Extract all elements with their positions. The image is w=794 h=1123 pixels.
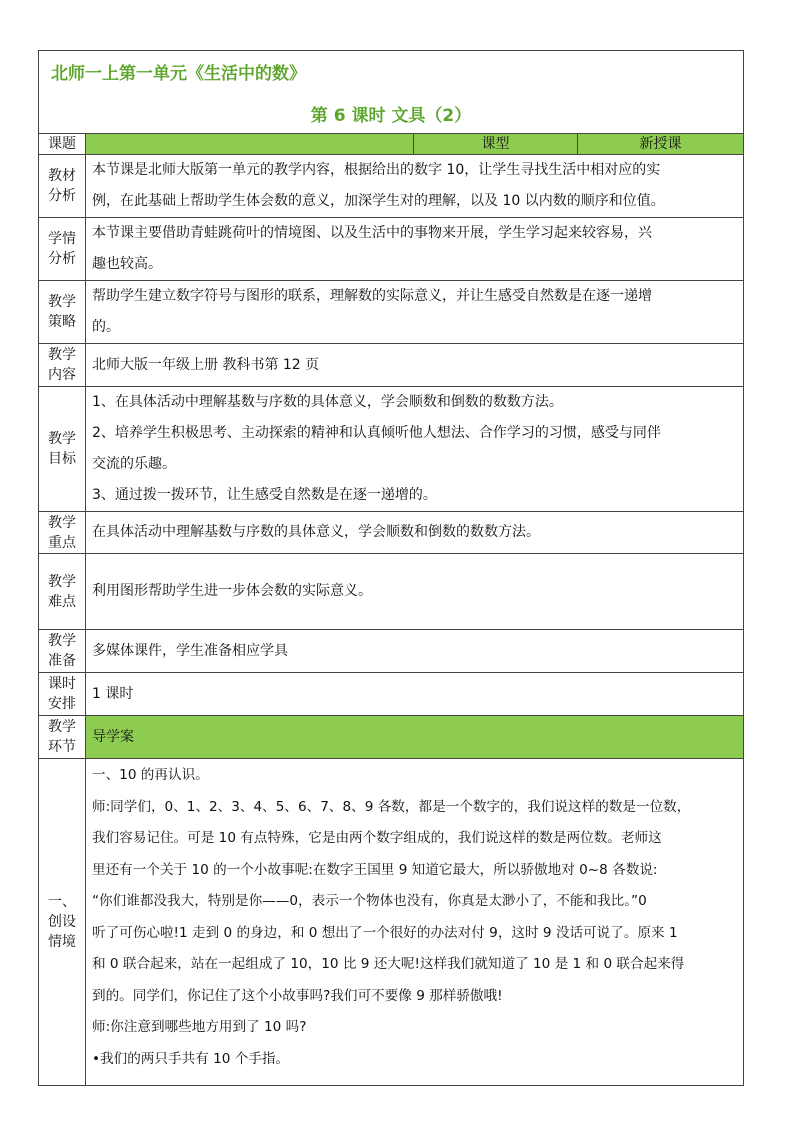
row-key-points [39, 512, 743, 554]
label-line: 教学 [48, 514, 76, 531]
row-textbook-analysis [39, 155, 743, 218]
text-line: 例，在此基础上帮助学生体会数的意义，加深学生对的理解，以及 10 以内数的顺序和位值。 [92, 193, 665, 209]
row-content [86, 716, 743, 758]
row-label [39, 344, 86, 386]
text-line: 本节课是北师大版第一单元的教学内容，根据给出的数字 10，让学生寻找生活中相对应的实 [92, 162, 661, 178]
text-line: 多媒体课件，学生准备相应学具 [92, 643, 288, 659]
text-line: 到的。同学们，你记住了这个小故事吗?我们可不要像 9 那样骄傲哦! [92, 987, 503, 1004]
label-line: 策略 [48, 314, 76, 330]
subject-value-cell [86, 134, 414, 154]
text-line: 北师大版一年级上册 教科书第 12 页 [92, 357, 320, 373]
text-line: 师:你注意到哪些地方用到了 10 吗? [92, 1019, 307, 1035]
label-line: 学情 [48, 231, 76, 247]
lesson-type-value: 新授课 [578, 134, 743, 154]
label-line: 教学 [48, 719, 76, 735]
text-line: 导学案 [92, 729, 134, 745]
text-line: 师:同学们，0、1、2、3、4、5、6、7、8、9 各数，都是一个数字的，我们说这样的数是一位数， [92, 798, 691, 815]
row-content [86, 759, 743, 1085]
label-line: 安排 [48, 696, 76, 712]
label-line: 教学 [48, 294, 76, 310]
row-label [39, 218, 86, 280]
text-line: 帮助学生建立数字符号与图形的联系，理解数的实际意义，并让生感受自然数是在逐一递增 [92, 288, 652, 304]
label-line: 教学 [48, 573, 76, 590]
row-content [86, 155, 743, 217]
label-line: 一、 [48, 894, 76, 910]
row-label [39, 281, 86, 343]
label-line: 内容 [48, 367, 76, 383]
text-line: 2、培养学生积极思考、主动探索的精神和认真倾听他人想法、合作学习的习惯，感受与同伴 [92, 425, 661, 441]
row-content [86, 673, 743, 715]
text-line: 一、10 的再认识。 [92, 767, 209, 783]
text-line: •我们的两只手共有 10 个手指。 [92, 1050, 290, 1067]
title-block [39, 51, 743, 134]
row-label [39, 630, 86, 672]
label-line: 准备 [48, 653, 76, 669]
text-line: 利用图形帮助学生进一步体会数的实际意义。 [92, 583, 372, 599]
text-line: 在具体活动中理解基数与序数的具体意义，学会顺数和倒数的数数方法。 [92, 524, 540, 540]
document-title: 北师一上第一单元《生活中的数》 [51, 64, 306, 84]
label-line: 教学 [48, 431, 76, 447]
label-line: 分析 [48, 251, 76, 267]
text-line: 和 0 联合起来，站在一起组成了 10，10 比 9 还大呢!这样我们就知道了 10 是 1 和 0 联合起来得 [92, 956, 685, 972]
label-line: 分析 [48, 188, 76, 204]
text-line: 里还有一个关于 10 的一个小故事呢:在数字王国里 9 知道它最大，所以骄傲地对 0~8 各数说: [92, 861, 658, 878]
row-label [39, 673, 86, 715]
row-label [39, 759, 86, 1085]
row-content [86, 554, 743, 629]
row-content [86, 630, 743, 672]
label-line: 课时 [48, 676, 76, 692]
text-line: 1 课时 [92, 686, 134, 702]
row-label [39, 387, 86, 511]
subject-label-text: 课题 [48, 136, 76, 152]
row-label [39, 554, 86, 629]
row-schedule [39, 673, 743, 716]
row-label [39, 512, 86, 553]
subject-label [39, 134, 86, 154]
label-line: 情境 [48, 934, 76, 950]
label-line: 创设 [48, 914, 76, 930]
text-line: 听了可伤心啦!1 走到 0 的身边，和 0 想出了一个很好的办法对付 9，这时 9 没话可说了。原来 1 [92, 924, 678, 941]
text-line: 交流的乐趣。 [92, 456, 176, 472]
row-objectives [39, 387, 743, 512]
text-line: 趣也较高。 [92, 256, 162, 272]
row-content [86, 344, 743, 386]
label-line: 环节 [48, 739, 76, 755]
subject-row [39, 134, 743, 155]
subject-content [86, 134, 743, 154]
label-line: 教学 [48, 347, 76, 363]
row-strategy [39, 281, 743, 344]
row-student-analysis [39, 218, 743, 281]
label-line: 目标 [48, 451, 76, 467]
text-line: 本节课主要借助青蛙跳荷叶的情境图、以及生活中的事物来开展，学生学习起来较容易，兴 [92, 225, 652, 241]
row-content [86, 387, 743, 511]
row-process [39, 716, 743, 759]
text-line: “你们谁都没我大，特别是你——0，表示一个物体也没有，你真是太渺小了，不能和我比。”0 [92, 893, 647, 909]
row-difficulties [39, 554, 743, 630]
label-line: 教材 [48, 168, 76, 184]
row-content [86, 512, 743, 553]
label-line: 重点 [48, 534, 76, 551]
row-label [39, 716, 86, 758]
label-line: 教学 [48, 633, 76, 649]
text-line: 我们容易记住。可是 10 有点特殊，它是由两个数字组成的，我们说这样的数是两位数。老师这 [92, 830, 662, 846]
lesson-plan-table [38, 50, 744, 1086]
row-content-pages [39, 344, 743, 387]
label-line: 难点 [48, 593, 76, 610]
lesson-title: 第 6 课时 文具（2） [310, 106, 472, 126]
row-content [86, 218, 743, 280]
text-line: 1、在具体活动中理解基数与序数的具体意义，学会顺数和倒数的数数方法。 [92, 394, 563, 410]
row-label [39, 155, 86, 217]
text-line: 3、通过拨一拨环节，让生感受自然数是在逐一递增的。 [92, 487, 437, 503]
lesson-type-label: 课型 [414, 134, 578, 154]
row-content [86, 281, 743, 343]
text-line: 的。 [92, 319, 120, 335]
row-preparation [39, 630, 743, 673]
row-scenario [39, 759, 743, 1085]
